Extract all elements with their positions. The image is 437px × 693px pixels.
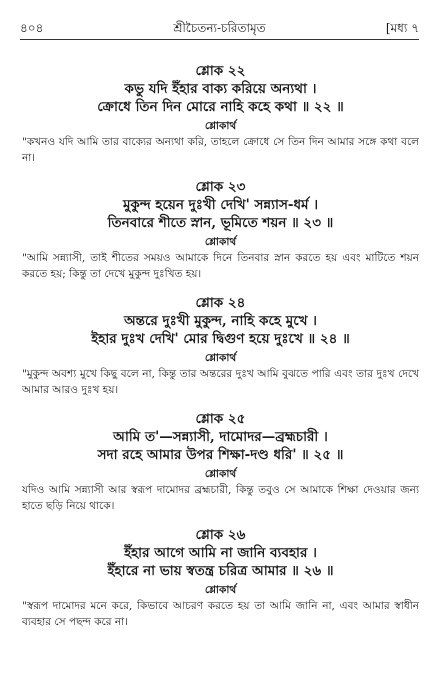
verse-line-1: আমি ত'—সন্ন্যাসী, দামোদর—ব্রহ্মচারী । xyxy=(113,429,328,445)
verse-line-2: ইহার দুঃখ দেখি' মোর দ্বিগুণ হয়ে দুঃখে ॥ ২৪ ॥ xyxy=(91,331,350,347)
verse-line-1: কভু যদি ইঁহার বাক্য করিয়ে অন্যথা । xyxy=(124,81,317,97)
translation-label: শ্লোকার্থ xyxy=(204,352,237,364)
translation-text: "মুকুন্দ অবশ্য মুখে কিছু বলে না, কিন্তু তার অন্তরের দুঃখ আমি বুঝতে পারি এবং তার দুঃখ দেখে আমার আরও দুঃখ হয়। xyxy=(22,368,419,396)
verse-line-2: সদা রহে আমার উপর শিক্ষা-দণ্ড ধরি' ॥ ২৫ ॥ xyxy=(97,447,344,463)
translation-text: "কখনও যদি আমি তার বাক্যের অন্যথা করি, তাহলে ক্রোধে সে তিন দিন আমার সঙ্গে কথা বলে না। xyxy=(22,136,419,164)
verse-line-1: ইঁহার আগে আমি না জানি ব্যবহার । xyxy=(124,545,317,561)
running-header xyxy=(20,20,419,38)
header-rule xyxy=(20,39,419,40)
section-marker: [মধ্য ৭ xyxy=(385,21,419,35)
verse-line-2: ইঁহারে না ভায় স্বতন্ত্র চরিত্র আমার ॥ ২৬ ॥ xyxy=(107,563,334,579)
verse-block-26 xyxy=(22,526,419,630)
verse-title: শ্লোক ২৩ xyxy=(195,179,246,195)
verse-title: শ্লোক ২৬ xyxy=(195,527,246,543)
translation-text: "আমি সন্ন্যাসী, তাই শীতের সময়ও আমাকে দিনে তিনবার স্নান করতে হয় এবং মাটিতে শয়ন করতে হয়; কিন্তু তা দেখে মুকুন্দ দুঃখিত হয়। xyxy=(22,252,419,280)
translation-label: শ্লোকার্থ xyxy=(204,584,237,596)
verse-line-2: ক্রোধে তিন দিন মোরে নাহি কহে কথা ॥ ২২ ॥ xyxy=(97,99,344,115)
verse-line-2: তিনবারে শীতে স্নান, ভূমিতে শয়ন ॥ ২৩ ॥ xyxy=(107,215,334,231)
translation-text: যদিও আমি সন্ন্যাসী আর স্বরূপ দামোদর ব্রহ্মচারী, কিন্তু তবুও সে আমাকে শিক্ষা দেওয়ার জন্য হাতে ছড়ি নিয়ে থাকে। xyxy=(22,484,419,512)
translation-label: শ্লোকার্থ xyxy=(204,120,237,132)
book-title: শ্রীচৈতন্য-চরিতামৃত xyxy=(173,21,266,35)
verse-title: শ্লোক ২৫ xyxy=(195,411,246,427)
verse-block-23 xyxy=(22,178,419,282)
verse-title: শ্লোক ২২ xyxy=(195,63,246,79)
verse-block-22 xyxy=(22,62,419,166)
page-content xyxy=(22,62,419,630)
translation-label: শ্লোকার্থ xyxy=(204,468,237,480)
page-number: ৪০৪ xyxy=(20,21,44,35)
verse-line-1: মুকুন্দ হয়েন দুঃখী দেখি' সন্ন্যাস-ধর্ম । xyxy=(122,197,319,213)
verse-block-25 xyxy=(22,410,419,514)
verse-title: শ্লোক ২৪ xyxy=(195,295,246,311)
translation-label: শ্লোকার্থ xyxy=(204,236,237,248)
translation-text: "স্বরূপ দামোদর মনে করে, কিভাবে আচরণ করতে হয় তা আমি জানি না, এবং আমার স্বাধীন ব্যবহার সে পছন্দ করে না। xyxy=(22,600,419,628)
verse-line-1: অন্তরে দুঃখী মুকুন্দ, নাহি কহে মুখে । xyxy=(123,313,318,329)
verse-block-24 xyxy=(22,294,419,398)
